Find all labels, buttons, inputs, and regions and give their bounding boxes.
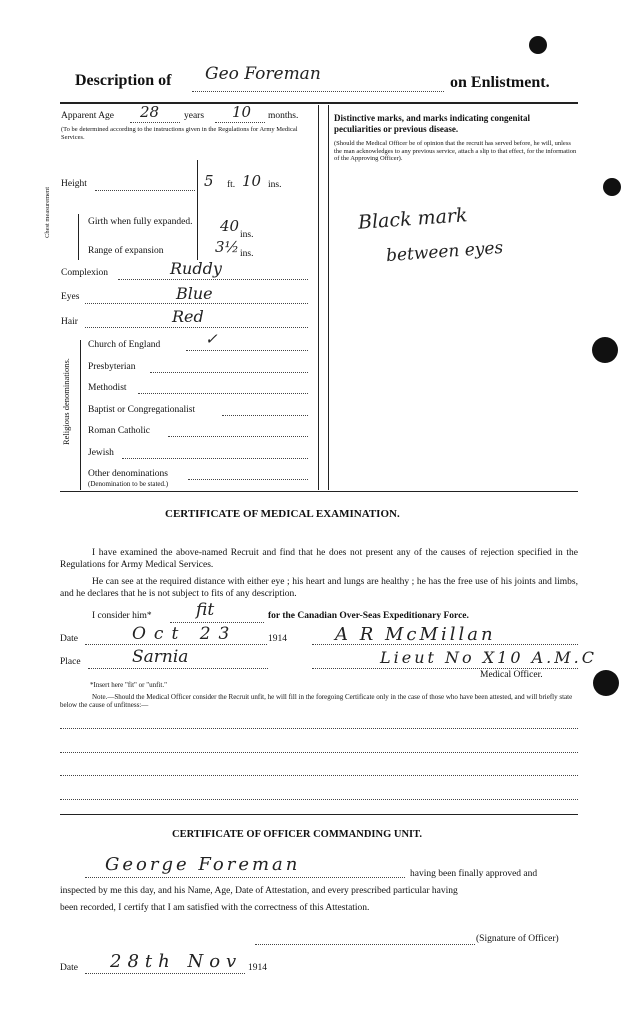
height-label: Height <box>61 179 87 189</box>
recruit-name: Geo Foreman <box>205 64 321 84</box>
medical-title: CERTIFICATE OF MEDICAL EXAMINATION. <box>165 508 400 520</box>
denom-methodist: Methodist <box>88 383 127 393</box>
girth-unit: ins. <box>240 230 254 240</box>
punch-hole-3 <box>592 337 618 363</box>
hair-value: Red <box>172 307 204 326</box>
range-unit: ins. <box>240 249 254 259</box>
height-ft: 5 <box>204 172 214 190</box>
height-in: 10 <box>242 172 262 190</box>
officer-line-1-suffix: having been finally approved and <box>410 869 538 879</box>
insert-note: *Insert here "fit" or "unfit." <box>90 681 167 689</box>
age-note: (To be determined according to the instructions given in the Regulations for Army Medical Services. <box>61 126 298 141</box>
denom-jewish: Jewish <box>88 448 114 458</box>
officer-year: 1914 <box>248 963 267 973</box>
girth-value: 40 <box>220 217 240 235</box>
medical-para-1: I have examined the above-named Recruit and find that he does not present any of the causes of rejection specified in the Regulations for Army Medical Services. <box>60 548 578 570</box>
ft-label: ft. <box>227 180 236 190</box>
officer-line-3: been recorded, I certify that I am satisfied with the correctness of this Attestation. <box>60 903 370 913</box>
unfit-note: Note.—Should the Medical Officer consider the Recruit unfit, he will fill in the foregoing Certificate only in the case of those who have been attested, and will briefly state below the cause of unfitness:— <box>60 693 573 709</box>
range-label: Range of expansion <box>88 246 164 256</box>
officer-signature-label: (Signature of Officer) <box>476 934 559 944</box>
marks-line-2: between eyes <box>385 237 504 267</box>
punch-hole-4 <box>593 670 619 696</box>
denom-church-of-england: Church of England <box>88 340 161 350</box>
complexion-label: Complexion <box>61 268 108 278</box>
hair-label: Hair <box>61 317 78 327</box>
age-months: 10 <box>232 103 252 121</box>
officer-title: CERTIFICATE OF OFFICER COMMANDING UNIT. <box>172 829 422 840</box>
header-prefix: Description of <box>75 72 172 89</box>
eyes-label: Eyes <box>61 292 80 302</box>
medical-officer-label: Medical Officer. <box>480 670 543 680</box>
denom-mark-church: ✓ <box>205 330 218 348</box>
girth-label: Girth when fully expanded. <box>88 217 193 227</box>
years-label: years <box>184 111 205 121</box>
marks-note: (Should the Medical Officer be of opinion that the recruit has served before, he will, unless the man acknowledges to any previous service, attach a slip to that effect, for the information of the Approving Officer). <box>334 140 577 162</box>
medical-officer-rank: Lieut No X10 A.M.C <box>380 648 597 667</box>
religion-side-label: Religious denominations. <box>61 358 71 445</box>
denom-baptist: Baptist or Congregationalist <box>88 405 196 415</box>
header-suffix: on Enlistment. <box>450 74 550 91</box>
place-value: Sarnia <box>132 647 189 667</box>
officer-recruit-name: George Foreman <box>105 854 301 875</box>
range-value: 3½ <box>215 238 240 256</box>
ins-label: ins. <box>268 180 282 190</box>
officer-date-label: Date <box>60 963 78 973</box>
medical-year: 1914 <box>268 634 287 644</box>
denom-presbyterian: Presbyterian <box>88 362 136 372</box>
medical-date-label: Date <box>60 634 78 644</box>
age-years: 28 <box>140 103 160 121</box>
eyes-value: Blue <box>176 284 213 303</box>
age-label: Apparent Age <box>61 111 115 121</box>
consider-label: I consider him* <box>92 611 152 621</box>
punch-hole-1 <box>529 36 547 54</box>
medical-date-value: Oct 23 <box>132 624 238 644</box>
chest-side-label: Chest measurement <box>44 186 51 238</box>
medical-officer-signature: A R McMillan <box>335 624 496 645</box>
place-label: Place <box>60 657 81 667</box>
complexion-value: Ruddy <box>170 259 222 278</box>
marks-heading-1: Distinctive marks, and marks indicating congenital <box>334 113 531 123</box>
denom-roman-catholic: Roman Catholic <box>88 426 151 436</box>
officer-line-2: inspected by me this day, and his Name, Age, Date of Attestation, and every prescribed particular having <box>60 886 458 896</box>
marks-heading-2: peculiarities or previous disease. <box>334 124 459 134</box>
consider-suffix: for the Canadian Over-Seas Expeditionary Force. <box>268 611 469 621</box>
consider-value: fit <box>196 600 215 620</box>
months-label: months. <box>268 111 299 121</box>
other-note: (Denomination to be stated.) <box>88 480 169 488</box>
punch-hole-2 <box>603 178 621 196</box>
officer-date-value: 28th Nov <box>110 951 243 972</box>
marks-line-1: Black mark <box>357 204 469 234</box>
medical-para-2: He can see at the required distance with either eye ; his heart and lungs are healthy ; he has the free use of his joints and limbs, and he declares that he is not subject to fits of any description. <box>60 577 578 599</box>
denom-other: Other denominations <box>88 469 168 479</box>
